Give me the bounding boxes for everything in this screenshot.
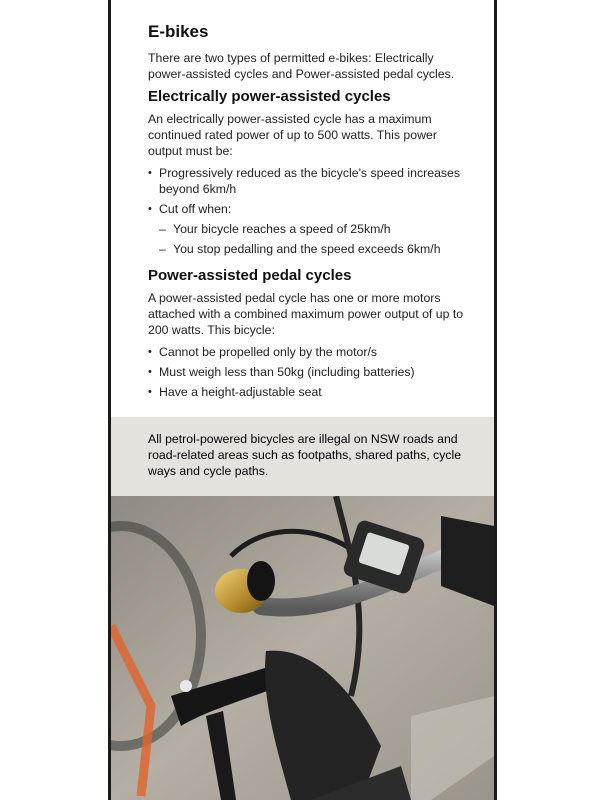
ebikes-section bbox=[148, 22, 472, 82]
papc-body: A power-assisted pedal cycle has one or more motors attached with a combined maximum power output of up to 200 watts. This bicycle: bbox=[148, 291, 464, 337]
document-page bbox=[108, 0, 497, 800]
epac-heading: Electrically power-assisted cycles bbox=[148, 88, 391, 105]
epac-body: An electrically power-assisted cycle has a maximum continued rated power of up to 500 watts. This power output must be: bbox=[148, 112, 437, 158]
notice-text: All petrol-powered bicycles are illegal on NSW roads and road-related areas such as footpaths, shared paths, cycle ways and cycle paths. bbox=[148, 432, 462, 478]
document-content bbox=[111, 0, 494, 400]
list-item: • Progressively reduced as the bicycle's speed increases beyond 6km/h bbox=[148, 165, 472, 197]
ebikes-heading: E-bikes bbox=[148, 22, 209, 41]
epac-list bbox=[148, 165, 472, 257]
sub-list-item: – Your bicycle reaches a speed of 25km/h bbox=[148, 221, 472, 237]
ebike-handlebar-photo bbox=[111, 496, 494, 800]
list-item: • Cannot be propelled only by the motor/s bbox=[148, 344, 472, 360]
sub-list-item: – You stop pedalling and the speed exceeds 6km/h bbox=[148, 241, 472, 257]
list-item: • Have a height-adjustable seat bbox=[148, 384, 472, 400]
photo-illustration bbox=[111, 496, 494, 800]
papc-section bbox=[148, 267, 472, 400]
papc-heading: Power-assisted pedal cycles bbox=[148, 267, 352, 284]
list-item: • Cut off when: bbox=[148, 201, 472, 217]
ebikes-intro: There are two types of permitted e-bikes: Electrically power-assisted cycles and Power-assisted pedal cycles. bbox=[148, 51, 455, 81]
papc-list bbox=[148, 344, 472, 400]
epac-section bbox=[148, 88, 472, 257]
notice-box bbox=[111, 417, 494, 496]
list-item: • Must weigh less than 50kg (including batteries) bbox=[148, 364, 472, 380]
